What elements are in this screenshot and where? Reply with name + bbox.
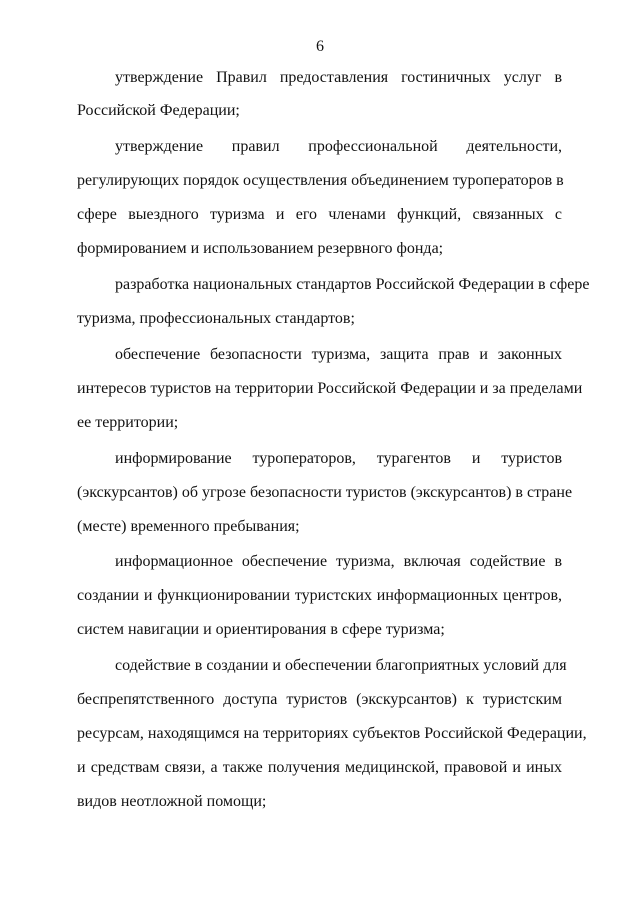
text-line: регулирующих порядок осуществления объединением туроператоров в <box>77 172 564 189</box>
text-line: информационное обеспечение туризма, включая содействие в <box>115 553 562 570</box>
text-line: (месте) временного пребывания; <box>77 518 300 535</box>
text-line: интересов туристов на территории Российской Федерации и за пределами <box>77 380 583 397</box>
text-line: информирование туроператоров, турагентов и туристов <box>115 450 562 467</box>
text-line: и средствам связи, а также получения медицинской, правовой и иных <box>77 759 562 776</box>
page-number: 6 <box>316 38 324 55</box>
text-line: разработка национальных стандартов Российской Федерации в сфере <box>115 276 590 293</box>
text-line: (экскурсантов) об угрозе безопасности туристов (экскурсантов) в стране <box>77 484 573 501</box>
text-line: туризма, профессиональных стандартов; <box>77 310 355 327</box>
text-line: создании и функционировании туристских информационных центров, <box>77 587 562 604</box>
text-line: утверждение правил профессиональной деятельности, <box>115 138 562 155</box>
text-line: ресурсам, находящимся на территориях субъектов Российской Федерации, <box>77 725 587 742</box>
text-line: формированием и использованием резервного фонда; <box>77 240 444 257</box>
text-line: содействие в создании и обеспечении благоприятных условий для <box>115 657 567 674</box>
text-line: беспрепятственного доступа туристов (экскурсантов) к туристским <box>77 691 562 708</box>
text-line: Российской Федерации; <box>77 102 240 119</box>
text-line: ее территории; <box>77 414 179 431</box>
text-line: утверждение Правил предоставления гостиничных услуг в <box>115 69 562 86</box>
text-line: обеспечение безопасности туризма, защита прав и законных <box>115 346 562 363</box>
text-line: видов неотложной помощи; <box>77 793 267 810</box>
text-line: сфере выездного туризма и его членами функций, связанных с <box>77 206 562 223</box>
text-line: систем навигации и ориентирования в сфере туризма; <box>77 621 445 638</box>
